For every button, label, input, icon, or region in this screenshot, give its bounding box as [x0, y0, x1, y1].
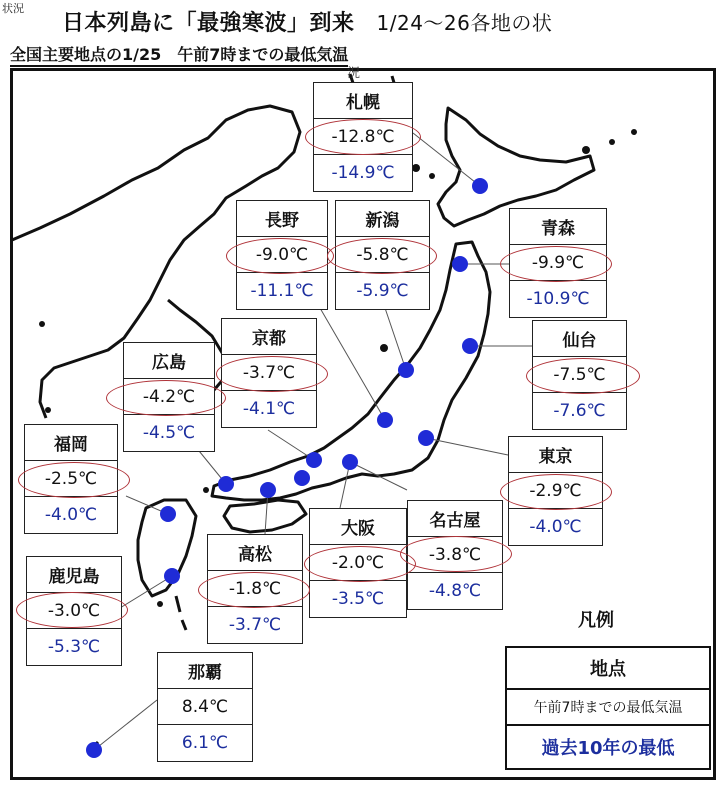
- overlap-fragment: 況: [347, 66, 361, 81]
- marker-nagano: [377, 412, 393, 428]
- station-record: -5.9℃: [356, 281, 409, 301]
- station-name: 新潟: [336, 201, 429, 237]
- station-tokyo: [508, 436, 603, 546]
- station-record: -10.9℃: [526, 289, 590, 309]
- marker-sapporo: [472, 178, 488, 194]
- station-temp: -5.8℃: [336, 237, 429, 273]
- station-temp: -12.8℃: [314, 119, 412, 155]
- station-kyoto: [221, 318, 317, 428]
- station-temp: -9.0℃: [237, 237, 327, 273]
- station-name: 青森: [510, 209, 606, 245]
- station-name: 札幌: [314, 83, 412, 119]
- station-aomori: [509, 208, 607, 318]
- station-kagoshima: [26, 556, 122, 666]
- station-name: 福岡: [25, 425, 117, 461]
- legend-temp-row: 午前7時までの最低気温: [507, 690, 709, 726]
- station-takamatsu: [207, 534, 303, 644]
- legend: [505, 646, 711, 770]
- station-nagano: [236, 200, 328, 310]
- station-name: 高松: [208, 535, 302, 571]
- station-record: -4.1℃: [242, 399, 296, 419]
- station-name: 鹿児島: [27, 557, 121, 593]
- station-temp: -4.2℃: [124, 379, 214, 415]
- marker-nagoya: [342, 454, 358, 470]
- marker-kyoto: [306, 452, 322, 468]
- station-name: 大阪: [310, 509, 406, 545]
- station-niigata: [335, 200, 430, 310]
- station-record: -7.6℃: [553, 401, 606, 421]
- legend-station-row: 地点: [507, 648, 709, 690]
- marker-kagoshima: [164, 568, 180, 584]
- date-range: 1/24～26各地の状: [376, 11, 553, 35]
- station-record: -4.0℃: [44, 505, 98, 525]
- marker-sendai: [462, 338, 478, 354]
- station-record: 6.1℃: [181, 733, 229, 753]
- header-fragment: 状況: [2, 2, 24, 15]
- title-text: 日本列島に「最強寒波」到来: [62, 11, 355, 36]
- station-sapporo: [313, 82, 413, 192]
- marker-hiroshima: [218, 476, 234, 492]
- station-hiroshima: [123, 342, 215, 452]
- legend-title: 凡例: [578, 610, 614, 631]
- station-name: 長野: [237, 201, 327, 237]
- marker-niigata: [398, 362, 414, 378]
- station-name: 名古屋: [408, 501, 502, 537]
- marker-fukuoka: [160, 506, 176, 522]
- legend-record-row: 過去10年の最低: [541, 738, 675, 759]
- marker-takamatsu: [260, 482, 276, 498]
- station-record: -4.8℃: [428, 581, 482, 601]
- station-temp: -2.9℃: [509, 473, 602, 509]
- station-record: -5.3℃: [47, 637, 101, 657]
- station-temp: -3.7℃: [222, 355, 316, 391]
- station-name: 京都: [222, 319, 316, 355]
- station-name: 那覇: [158, 653, 252, 689]
- station-temp: -2.5℃: [25, 461, 117, 497]
- station-fukuoka: [24, 424, 118, 534]
- station-nagoya: [407, 500, 503, 610]
- station-name: 広島: [124, 343, 214, 379]
- station-temp: -3.0℃: [27, 593, 121, 629]
- marker-osaka: [294, 470, 310, 486]
- station-record: -3.7℃: [228, 615, 282, 635]
- marker-aomori: [452, 256, 468, 272]
- station-sendai: [532, 320, 627, 430]
- station-record: -3.5℃: [331, 589, 385, 609]
- station-osaka: [309, 508, 407, 618]
- station-temp: -3.8℃: [408, 537, 502, 573]
- station-name: 仙台: [533, 321, 626, 357]
- marker-naha: [86, 742, 102, 758]
- station-record: -14.9℃: [331, 163, 395, 183]
- station-name: 東京: [509, 437, 602, 473]
- station-temp: -1.8℃: [208, 571, 302, 607]
- subtitle: 全国主要地点の1/25 午前7時までの最低気温: [10, 45, 348, 67]
- marker-tokyo: [418, 430, 434, 446]
- station-record: -4.0℃: [529, 517, 582, 537]
- station-temp: -7.5℃: [533, 357, 626, 393]
- station-naha: [157, 652, 253, 762]
- station-record: -11.1℃: [250, 281, 314, 301]
- station-record: -4.5℃: [142, 423, 196, 443]
- station-temp: -9.9℃: [510, 245, 606, 281]
- station-temp: -2.0℃: [310, 545, 406, 581]
- station-temp: 8.4℃: [158, 689, 252, 725]
